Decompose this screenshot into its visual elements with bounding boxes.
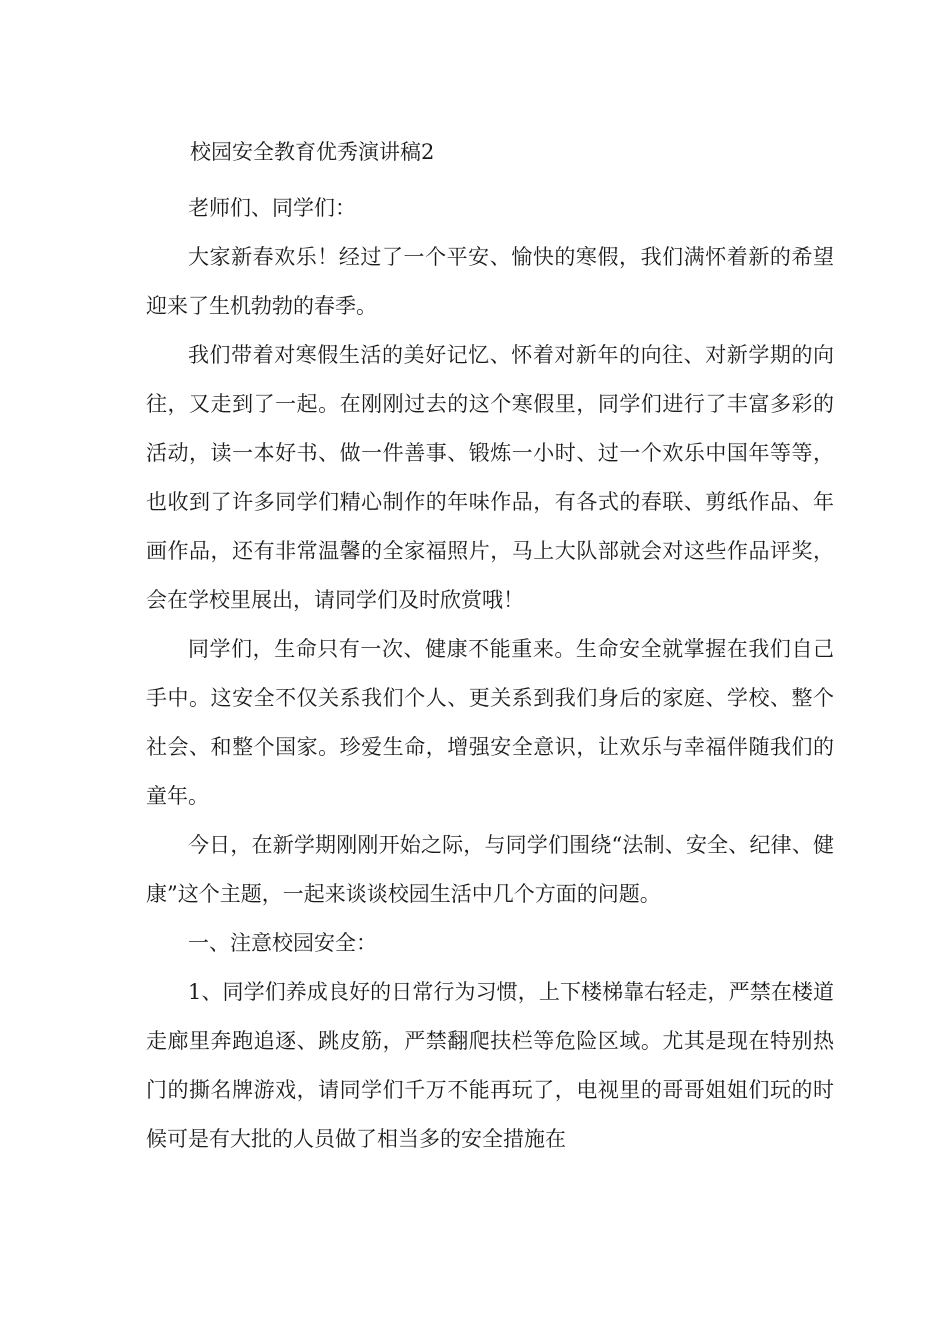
paragraph-theme: 今日，在新学期刚刚开始之际，与同学们围绕“法制、安全、纪律、健康”这个主题，一起来谈谈校园生活中几个方面的问题。 xyxy=(146,833,834,906)
salutation: 老师们、同学们： xyxy=(188,196,356,220)
document-body xyxy=(146,184,834,1164)
paragraph-greeting: 大家新春欢乐！经过了一个平安、愉快的寒假，我们满怀着新的希望迎来了生机勃勃的春季。 xyxy=(146,245,834,318)
paragraph-winter-break: 我们带着对寒假生活的美好记忆、怀着对新年的向往、对新学期的向往，又走到了一起。在刚刚过去的这个寒假里，同学们进行了丰富多彩的活动，读一本好书、做一件善事、锻炼一小时、过一个欢乐中国年等等，也收到了许多同学们精心制作的年味作品，有各式的春联、剪纸作品、年画作品，还有非常温馨的全家福照片，马上大队部就会对这些作品评奖，会在学校里展出，请同学们及时欣赏哦！ xyxy=(146,343,834,612)
paragraph-life-safety: 同学们，生命只有一次、健康不能重来。生命安全就掌握在我们自己手中。这安全不仅关系我们个人、更关系到我们身后的家庭、学校、整个社会、和整个国家。珍爱生命，增强安全意识，让欢乐与幸福伴随我们的童年。 xyxy=(146,637,834,808)
section-heading-campus-safety: 一、注意校园安全： xyxy=(188,931,377,955)
document-title: 校园安全教育优秀演讲稿2 xyxy=(190,140,435,164)
paragraph-item-1: 1、同学们养成良好的日常行为习惯，上下楼梯靠右轻走，严禁在楼道走廊里奔跑追逐、跳皮筋，严禁翻爬扶栏等危险区域。尤其是现在特别热门的撕名牌游戏，请同学们千万不能再玩了，电视里的哥哥姐姐们玩的时候可是有大批的人员做了相当多的安全措施在 xyxy=(146,980,834,1151)
